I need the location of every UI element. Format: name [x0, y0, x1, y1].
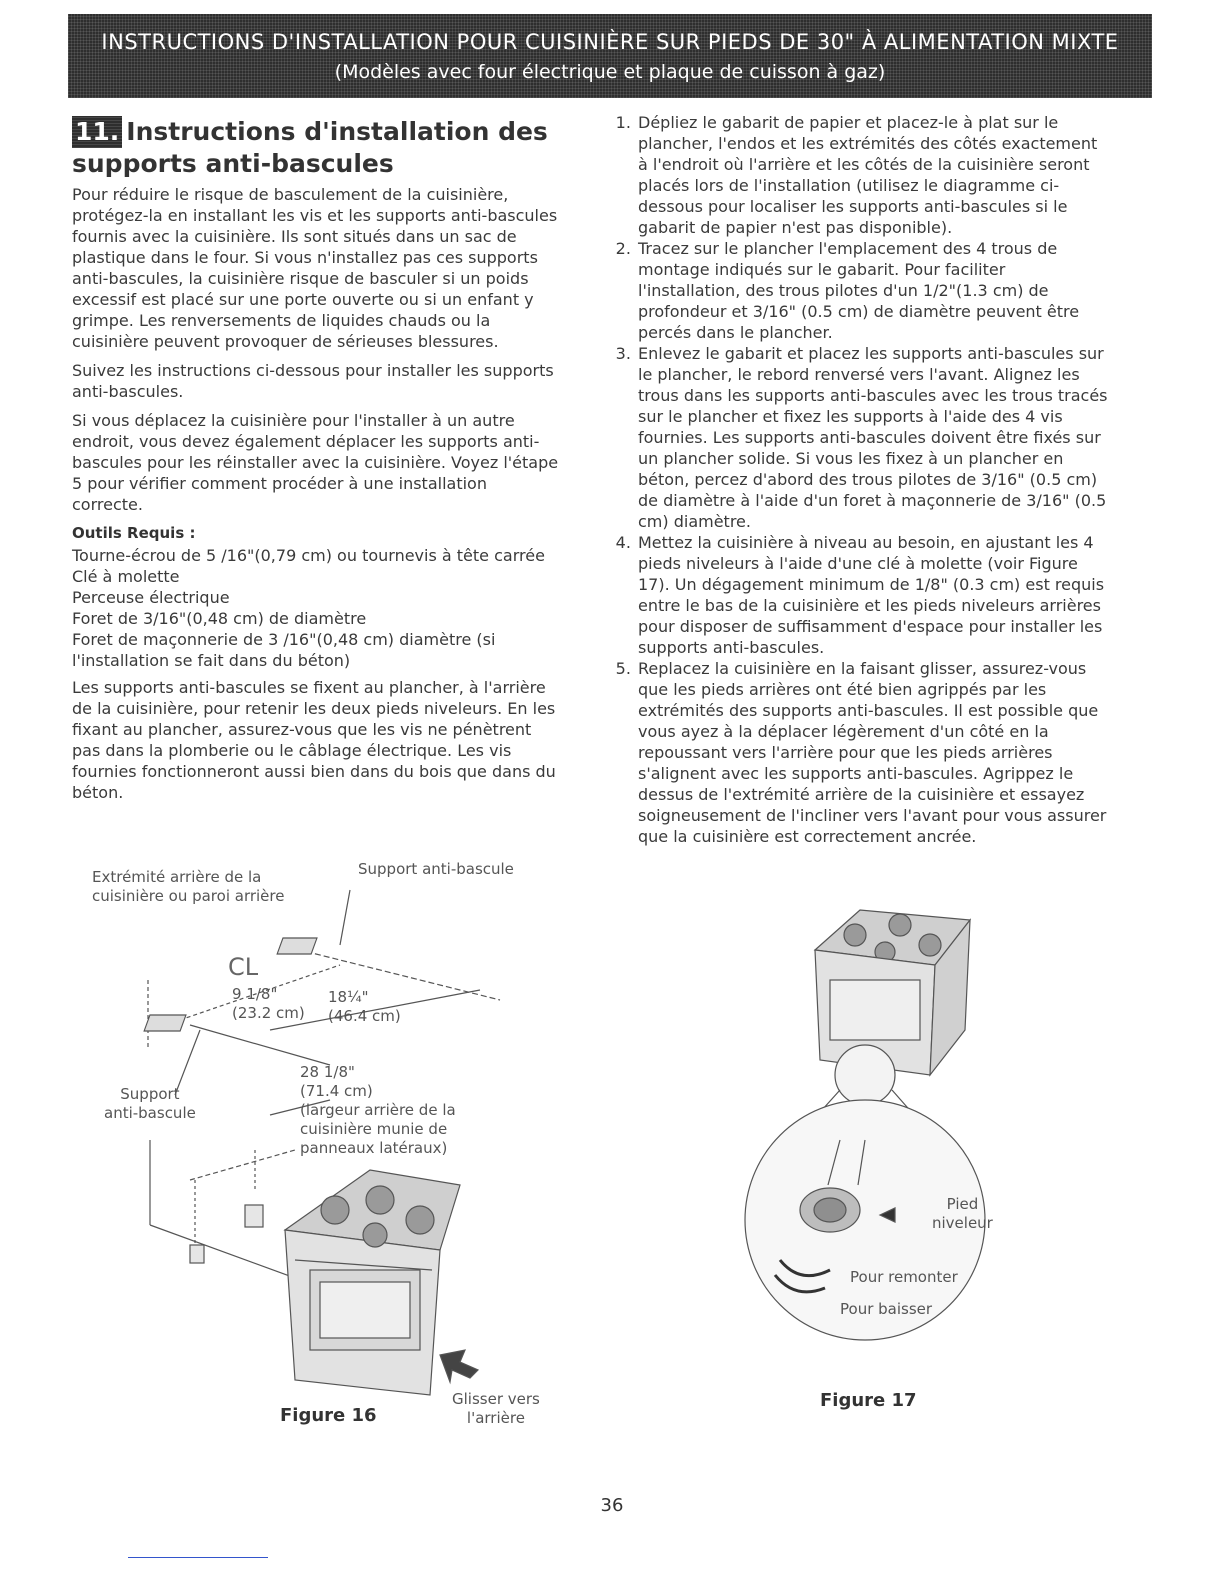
- tool-item: Foret de 3/16"(0,48 cm) de diamètre: [72, 609, 367, 628]
- right-column: [608, 112, 1108, 847]
- tool-item: Tourne-écrou de 5 /16"(0,79 cm) ou tournevis à tête carrée: [72, 546, 545, 565]
- figure-17-illustration: [720, 890, 1010, 1370]
- relocation-paragraph: Si vous déplacez la cuisinière pour l'installer à un autre endroit, vous devez également déplacer les supports anti-bascules pour les réinstaller avec la cuisinière. Voyez l'étape 5 pour vérifier comment procéder à une installation correcte.: [72, 411, 559, 514]
- dim-18-1-4: 18¼" (46.4 cm): [328, 988, 401, 1025]
- steps-list: [608, 112, 1108, 847]
- dim-28-1-8: 28 1/8" (71.4 cm) (largeur arrière de la cuisinière munie de panneaux latéraux): [300, 1063, 456, 1157]
- left-column: [72, 116, 562, 811]
- tools-heading: Outils Requis :: [72, 524, 196, 542]
- intro-paragraph: Pour réduire le risque de basculement de la cuisinière, protégez-la en installant les vis et les supports anti-bascules fournis avec la cuisinière. Ils sont situés dans un sac de plastique dans le four. Si vous n'installez pas ces supports anti-bascules, la cuisinière risque de basculer si un poids excessif est placé sur une porte ouverte ou si un enfant y grimpe. Les renversements de liquides chauds ou la cuisinière peuvent provoquer de sérieuses blessures.: [72, 185, 558, 351]
- figure-17: [720, 890, 1010, 1420]
- section-heading: [72, 116, 562, 180]
- label-lower: Pour baisser: [840, 1300, 933, 1318]
- header-banner: [68, 14, 1152, 98]
- dim-9-1-8: 9 1/8" (23.2 cm): [232, 985, 305, 1022]
- figure-17-caption: Figure 17: [820, 1390, 917, 1411]
- tool-item: Foret de maçonnerie de 3 /16"(0,48 cm) diamètre (si l'installation se fait dans du béton): [72, 630, 496, 670]
- header-title: INSTRUCTIONS D'INSTALLATION POUR CUISINIÈRE SUR PIEDS DE 30" À ALIMENTATION MIXTE: [101, 30, 1119, 54]
- step-item: 1. Dépliez le gabarit de papier et placez-le à plat sur le plancher, l'endos et les extrémités des côtés exactement à l'endroit où l'arrière et les côtés de la cuisinière seront placés lors de l'installation (utilisez le diagramme ci-dessous pour localiser les supports anti-bascules si le gabarit de papier n'est pas disponible).: [636, 112, 1108, 238]
- label-slide-back: Glisser vers l'arrière: [452, 1390, 540, 1427]
- tools-list: [72, 545, 562, 671]
- tool-item: Perceuse électrique: [72, 588, 230, 607]
- section-title: Instructions d'installation des supports anti-bascules: [72, 117, 548, 178]
- step-item: 5. Replacez la cuisinière en la faisant glisser, assurez-vous que les pieds arrières ont été bien agrippés par les extrémités des supports anti-bascules. Il est possible que vous ayez à la déplacer légèrement d'un côté en la repoussant vers l'arrière pour que les pieds arrières s'alignent avec les supports anti-bascules. Agrippez le dessus de l'extrémité arrière de la cuisinière et essayez soigneusement de l'incliner vers l'avant pour vous assurer que la cuisinière est correctement ancrée.: [636, 658, 1108, 847]
- section-number: 11.: [72, 116, 122, 148]
- step-item: 3. Enlevez le gabarit et placez les supports anti-bascules sur le plancher, le rebord renversé vers l'avant. Alignez les trous dans les supports anti-bascules avec les trous tracés sur le plancher et fixez les supports à l'aide des 4 vis fournies. Les supports anti-bascules doivent être fixés sur un plancher solide. Si vous les fixez à un plancher en béton, percez d'abord des trous pilotes de 3/16" (0.5 cm) de diamètre à l'aide d'un foret à maçonnerie de 3/16" (0.5 cm) diamètre.: [636, 343, 1108, 532]
- footer-rule: [128, 1557, 268, 1558]
- label-centerline: CL: [228, 953, 259, 981]
- step-item: 4. Mettez la cuisinière à niveau au besoin, en ajustant les 4 pieds niveleurs à l'aide d'une clé à molette (voir Figure 17). Un dégagement minimum de 1/8" (0.3 cm) est requis entre le bas de la cuisinière et les pieds niveleurs arrières pour disposer de suffisamment d'espace pour installer les supports anti-bascules.: [636, 532, 1108, 658]
- header-subtitle: (Modèles avec four électrique et plaque de cuisson à gaz): [334, 61, 886, 83]
- step-item: 2. Tracez sur le plancher l'emplacement des 4 trous de montage indiqués sur le gabarit. Pour faciliter l'installation, des trous pilotes d'un 1/2"(1.3 cm) de profondeur et 3/16" (0.5 cm) de diamètre peuvent être percés dans le plancher.: [636, 238, 1108, 343]
- label-leveling-foot: Pied niveleur: [932, 1195, 993, 1232]
- closing-paragraph: Les supports anti-bascules se fixent au plancher, à l'arrière de la cuisinière, pour retenir les deux pieds niveleurs. En les fixant au plancher, assurez-vous que les vis ne pénètrent pas dans la plomberie ou le câblage électrique. Les vis fournies fonctionneront aussi bien dans du bois que dans du béton.: [72, 678, 556, 802]
- label-rear-edge: Extrémité arrière de la cuisinière ou paroi arrière: [92, 868, 285, 905]
- follow-instructions-paragraph: Suivez les instructions ci-dessous pour installer les supports anti-bascules.: [72, 361, 554, 401]
- tool-item: Clé à molette: [72, 567, 180, 586]
- label-bracket-top: Support anti-bascule: [358, 860, 514, 878]
- figure-16: [80, 850, 560, 1440]
- label-raise: Pour remonter: [850, 1268, 958, 1286]
- figure-16-caption: Figure 16: [280, 1405, 377, 1426]
- label-bracket-left: Support anti-bascule: [104, 1085, 196, 1122]
- page-number: 36: [600, 1495, 624, 1516]
